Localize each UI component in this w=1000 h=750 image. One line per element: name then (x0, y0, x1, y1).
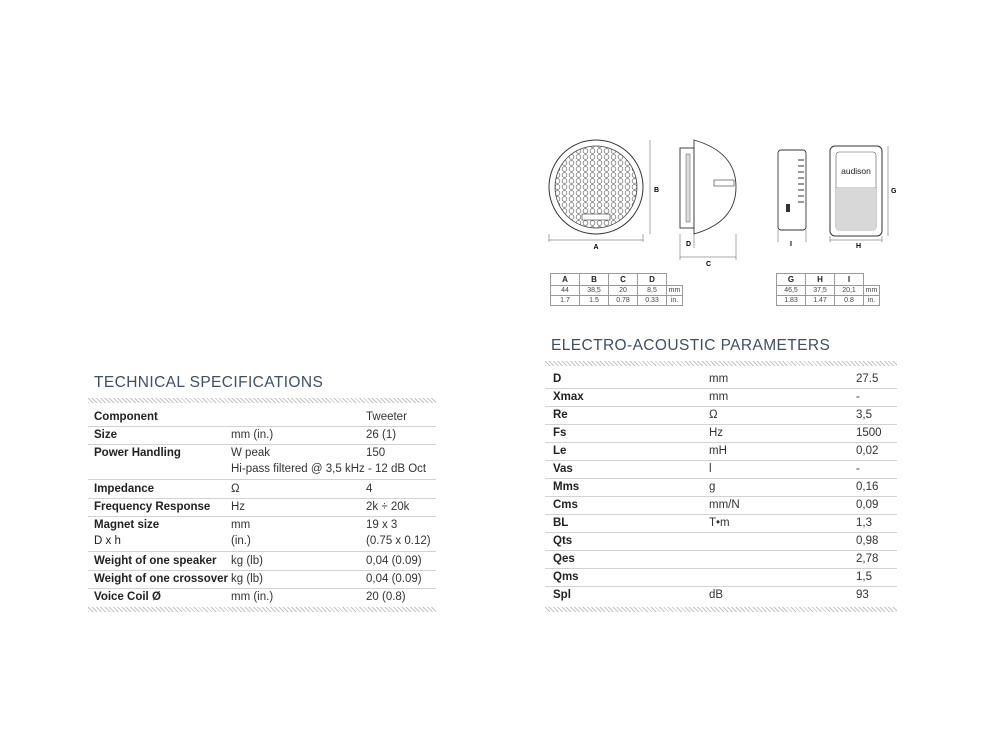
dim-value: 38,5 (580, 286, 609, 296)
spec-value: 2k ÷ 20k (366, 501, 410, 513)
param-value: 0,98 (856, 535, 879, 547)
param-unit: mm (709, 391, 729, 403)
dim-value: 44 (551, 286, 580, 296)
spec-note: Hi-pass filtered @ 3,5 kHz - 12 dB Oct (231, 463, 427, 475)
param-label: Xmax (553, 391, 584, 403)
spec-label: Component (94, 411, 158, 423)
spec-unit: kg (lb) (231, 573, 263, 585)
spec-unit: Hz (231, 501, 246, 513)
param-row (545, 425, 897, 443)
spec-row-magnet-size (88, 517, 436, 552)
spec-label: Weight of one speaker (94, 555, 217, 567)
tweeter-front-view (549, 140, 659, 251)
dim-value: 20 (609, 286, 638, 296)
param-label: Qes (553, 553, 575, 565)
param-value: 2,78 (856, 553, 879, 565)
dimension-drawing (540, 130, 900, 270)
spec-unit: mm (231, 519, 251, 531)
param-row (545, 443, 897, 461)
dim-value: 37,5 (806, 286, 835, 296)
param-value: 93 (856, 589, 869, 601)
param-value: 1500 (856, 427, 882, 439)
spec-value: 26 (1) (366, 429, 397, 441)
param-unit: mH (709, 445, 727, 457)
dim-value: 46,5 (777, 286, 806, 296)
spec-value: 0,04 (0.09) (366, 573, 422, 585)
dimensions-table-left (550, 273, 683, 306)
param-label: D (553, 373, 562, 385)
spec-label: Frequency Response (94, 501, 211, 513)
brand-logo: audison (841, 166, 871, 176)
dim-header: H (806, 274, 835, 286)
param-row (545, 479, 897, 497)
param-row (545, 587, 897, 604)
dim-label-b: B (654, 187, 660, 194)
spec-unit: mm (in.) (231, 591, 274, 603)
dim-label-a: A (593, 244, 599, 251)
param-unit: dB (709, 589, 724, 601)
spec-row-component (88, 408, 436, 427)
dim-label-g: G (891, 188, 897, 195)
spec-unit: W peak (231, 447, 270, 459)
dim-value: 0.78 (609, 296, 638, 306)
param-row (545, 569, 897, 587)
spec-unit: (in.) (231, 535, 251, 547)
spec-label: Magnet size (94, 519, 160, 531)
section-divider (545, 361, 897, 366)
spec-label: Impedance (94, 483, 155, 495)
dim-unit: in. (667, 296, 683, 306)
param-value: 27.5 (856, 373, 879, 385)
spec-sublabel: D x h (94, 535, 121, 547)
dim-header: G (777, 274, 806, 286)
dim-label-d: D (686, 241, 692, 248)
spec-value: Tweeter (366, 411, 407, 423)
param-unit: l (709, 463, 712, 475)
dim-value: 20,1 (835, 286, 864, 296)
crossover-front-view (830, 146, 897, 250)
spec-row-voice-coil (88, 589, 436, 606)
spec-value: 0,04 (0.09) (366, 555, 422, 567)
spec-label: Voice Coil Ø (94, 591, 161, 603)
spec-row-crossover-weight (88, 571, 436, 589)
spec-unit: mm (in.) (231, 429, 274, 441)
dim-label-h: H (856, 243, 862, 250)
section-divider (88, 607, 436, 612)
param-unit: Hz (709, 427, 724, 439)
param-value: - (856, 463, 860, 475)
dim-header: C (609, 274, 638, 286)
dim-header: B (580, 274, 609, 286)
param-value: 1,5 (856, 571, 872, 583)
technical-specs-table (88, 408, 436, 608)
spec-label: Weight of one crossover (94, 573, 228, 585)
param-unit: g (709, 481, 716, 493)
dim-value: 8,5 (638, 286, 667, 296)
param-value: 0,16 (856, 481, 879, 493)
param-value: 3,5 (856, 409, 872, 421)
param-unit: mm (709, 373, 729, 385)
dim-unit: mm (864, 286, 880, 296)
dim-value: 1.5 (580, 296, 609, 306)
technical-drawings (540, 130, 900, 315)
dim-value: 1.7 (551, 296, 580, 306)
param-row (545, 551, 897, 569)
param-value: 1,3 (856, 517, 872, 529)
param-label: Qts (553, 535, 573, 547)
dim-label-i: I (790, 241, 792, 248)
spec-value: 19 x 3 (366, 519, 398, 531)
param-label: Spl (553, 589, 571, 601)
dim-header: D (638, 274, 667, 286)
spec-value: 4 (366, 483, 373, 495)
param-unit: Ω (709, 409, 718, 421)
param-label: BL (553, 517, 569, 529)
dim-header: A (551, 274, 580, 286)
section-divider (545, 607, 897, 612)
spec-row-speaker-weight (88, 552, 436, 571)
spec-unit: kg (lb) (231, 555, 263, 567)
dim-value: 1.83 (777, 296, 806, 306)
param-row (545, 497, 897, 515)
param-value: 0,09 (856, 499, 879, 511)
spec-label: Size (94, 429, 118, 441)
param-row (545, 461, 897, 479)
param-row (545, 407, 897, 425)
dim-value: 0.8 (835, 296, 864, 306)
dim-value: 1.47 (806, 296, 835, 306)
param-label: Fs (553, 427, 567, 439)
spec-value: 150 (366, 447, 386, 459)
dim-unit: mm (667, 286, 683, 296)
spec-label: Power Handling (94, 447, 181, 459)
spec-row-power-handling (88, 445, 436, 480)
param-unit: T•m (709, 517, 730, 529)
crossover-side-view (778, 150, 806, 248)
tweeter-side-view (680, 140, 736, 268)
spec-value: 20 (0.8) (366, 591, 406, 603)
technical-specs-title: TECHNICAL SPECIFICATIONS (94, 374, 324, 391)
param-value: 0,02 (856, 445, 879, 457)
param-label: Re (553, 409, 568, 421)
section-divider (88, 398, 436, 403)
dim-header: I (835, 274, 864, 286)
electro-acoustic-table (545, 371, 897, 607)
param-label: Vas (553, 463, 573, 475)
spec-value: (0.75 x 0.12) (366, 535, 431, 547)
dim-label-c: C (706, 261, 712, 268)
electro-acoustic-title: ELECTRO-ACOUSTIC PARAMETERS (551, 337, 831, 354)
dim-value: 0.33 (638, 296, 667, 306)
spec-row-size (88, 427, 436, 445)
spec-row-frequency-response (88, 499, 436, 517)
param-label: Cms (553, 499, 578, 511)
param-label: Qms (553, 571, 579, 583)
param-row (545, 389, 897, 407)
param-label: Mms (553, 481, 580, 493)
param-unit: mm/N (709, 499, 740, 511)
param-row (545, 371, 897, 389)
param-row (545, 515, 897, 533)
dimensions-table-right (776, 273, 880, 306)
param-value: - (856, 391, 860, 403)
spec-row-impedance (88, 480, 436, 499)
spec-unit: Ω (231, 483, 240, 495)
param-label: Le (553, 445, 567, 457)
dim-unit: in. (864, 296, 880, 306)
param-row (545, 533, 897, 551)
